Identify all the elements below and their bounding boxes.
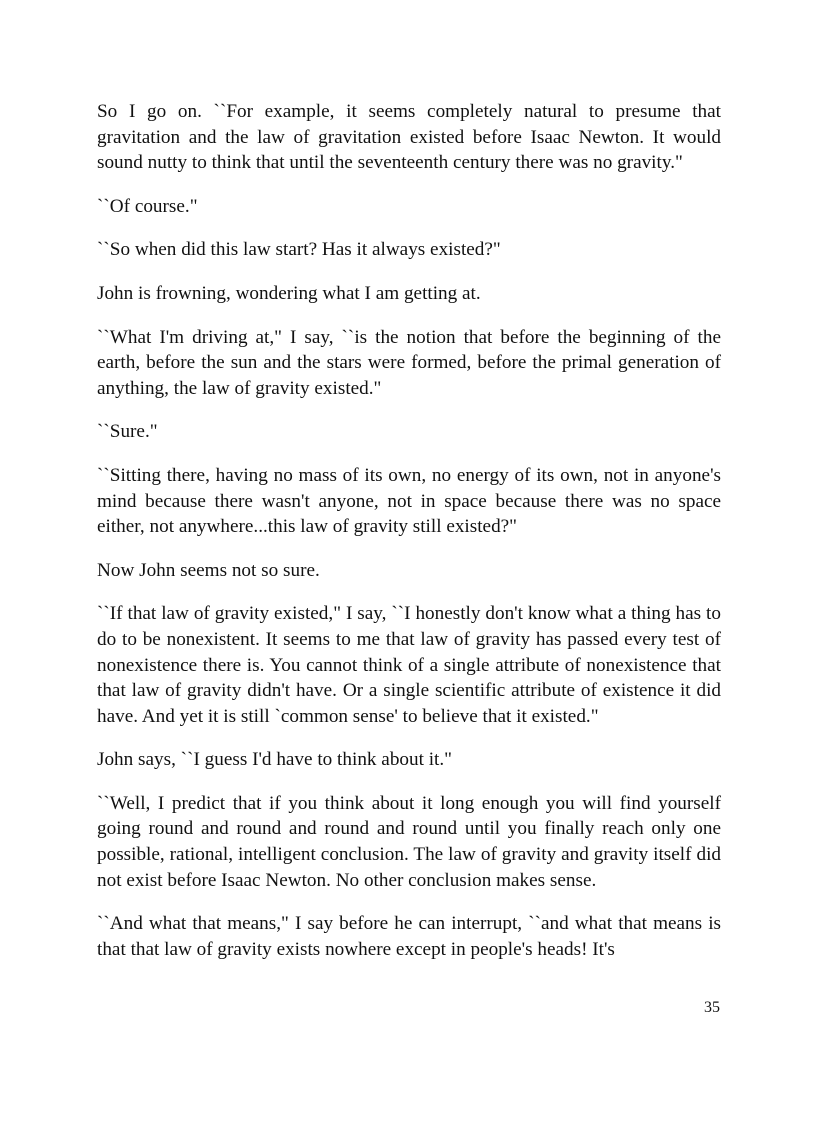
paragraph-12: ``And what that means," I say before he can interrupt, ``and what that means is that that law of gravity exists nowhere except in people's heads! It's [97,913,721,960]
page-number: 35 [704,999,720,1016]
paragraph-3: ``So when did this law start? Has it always existed?" [97,239,501,261]
paragraph-11: ``Well, I predict that if you think about it long enough you will find yourself going round and round and round and round until you finally reach only one possible, rational, intelligent conclusion. The law of gravity and gravity itself did not exist before Isaac Newton. No other conclusion makes sense. [97,792,721,891]
paragraph-7: ``Sitting there, having no mass of its own, no energy of its own, not in anyone's mind because there wasn't anyone, not in space because there was no space either, not anywhere...this law of gravity still existed?" [97,464,721,538]
paragraph-9: ``If that law of gravity existed," I say, ``I honestly don't know what a thing has to do to be nonexistent. It seems to me that law of gravity has passed every test of nonexistence there is. You cannot think of a single attribute of nonexistence that that law of gravity didn't have. Or a single scientific attribute of existence it did have. And yet it is still `common sense' to believe that it existed." [97,603,721,727]
paragraph-1: So I go on. ``For example, it seems completely natural to presume that gravitation and the law of gravitation existed before Isaac Newton. It would sound nutty to think that until the seventeenth century there was no gravity." [97,101,721,174]
paragraph-4: John is frowning, wondering what I am getting at. [97,282,481,304]
paragraph-6: ``Sure." [97,421,158,443]
paragraph-10: John says, ``I guess I'd have to think about it." [97,749,453,771]
body-text [97,99,721,980]
paragraph-2: ``Of course." [97,195,198,217]
paragraph-5: ``What I'm driving at," I say, ``is the notion that before the beginning of the earth, before the sun and the stars were formed, before the primal generation of anything, the law of gravity existed." [97,326,721,399]
paragraph-8: Now John seems not so sure. [97,559,320,581]
